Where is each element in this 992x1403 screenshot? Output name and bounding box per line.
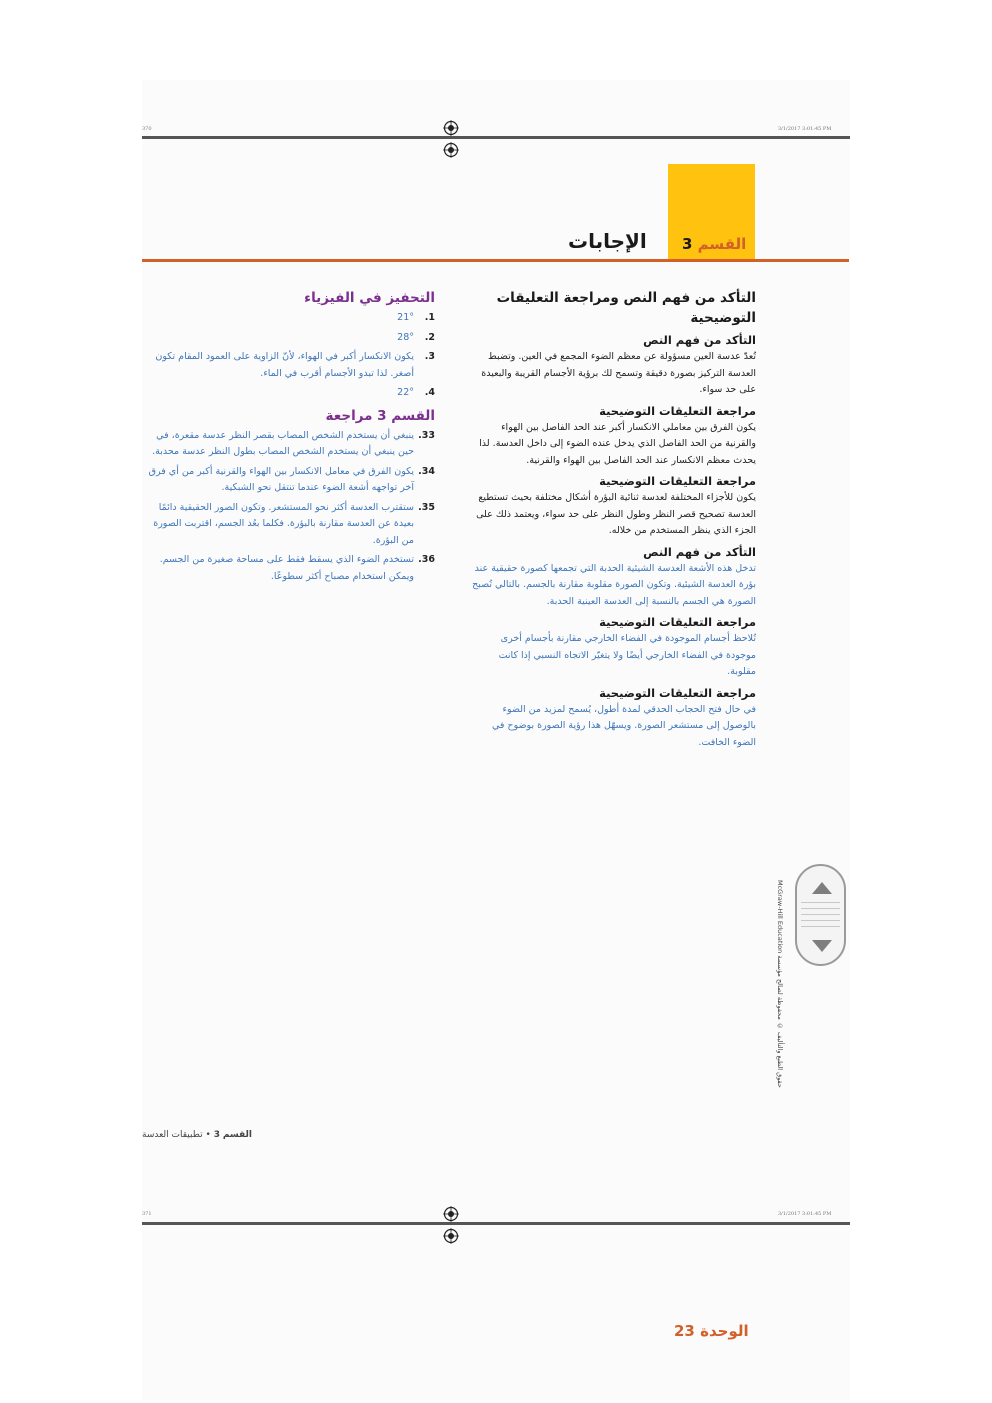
review-heading: القسم 3 مراجعة [325, 407, 435, 424]
item-text: 28° [397, 331, 414, 343]
block-heading: التأكد من فهم النص [643, 544, 756, 559]
top-page-num: 370 [142, 126, 152, 132]
footer-section-label: القسم [222, 1130, 252, 1140]
registration-mark-icon [443, 1206, 459, 1222]
block-heading: مراجعة التعليقات التوضيحية [599, 685, 756, 700]
page-down-icon[interactable] [812, 940, 832, 952]
section-badge-label: القسم [697, 235, 747, 253]
answer-block [470, 473, 756, 540]
answer-block [470, 614, 756, 681]
running-footer [142, 1130, 252, 1140]
right-main-heading: التأكد من فهم النص ومراجعة التعليقات التوضيحية [496, 290, 756, 326]
block-heading: مراجعة التعليقات التوضيحية [599, 474, 756, 488]
unit-number: 23 [674, 1322, 695, 1340]
section-badge-number: 3 [682, 235, 693, 253]
registration-mark-icon [443, 1228, 459, 1244]
block-text: تُلاحظ أجسام الموجودة في الفضاء الخارجي مقارنة بأجسام أخرى موجودة في الفضاء الخارجي أيضًا ولا يتغيّر الاتجاه النسبي إذا كانت مقلوبة. [498, 633, 756, 677]
item-text: يكون الانكسار أكبر في الهواء، لأنّ الزاوية على العمود المقام تكون أصغر. لذا تبدو الأجسام أقرب في الماء. [155, 351, 414, 379]
item-text: 22° [397, 387, 414, 398]
item-number: 3. [424, 351, 435, 362]
block-text: تدخل هذه الأشعة العدسة الشيئية الحدبة التي تجمعها كصورة حقيقية عند بؤرة العدسة الشيئية. وتكون الصورة مقلوبة مقارنة بالجسم. بالتالي تُصبح الصورة هي الجسم بالنسبة إلى العدسة العينية الحدبة. [472, 562, 756, 607]
bottom-page-num: 371 [142, 1211, 152, 1217]
answer-block [470, 685, 756, 752]
block-text: في حال فتح الحجاب الحدقي لمدة أطول، يُسمح لمزيد من الضوء بالوصول إلى مستشعر الصورة. ويسهّل هذا رؤية الصورة بوضوح في الضوء الخافت. [491, 703, 756, 748]
unit-label [674, 1322, 749, 1340]
right-column [470, 288, 756, 751]
section-badge [682, 235, 746, 253]
top-timestamp: 3/1/2017 3:01:45 PM [778, 126, 832, 132]
list-item [148, 310, 435, 327]
footer-separator: • [205, 1130, 211, 1140]
block-text: يكون الفرق بين معاملي الانكسار أكبر عند الحد الفاصل بين الهواء والقرنية من الحد الفاصل الذي يدخل عنده الضوء إلى داخل العدسة. لذا يحدث معظم الانكسار عند الحد الفاصل بين الهواء والقرنية. [479, 421, 756, 466]
item-number: 2. [424, 331, 435, 343]
block-heading: التأكد من فهم النص [643, 333, 756, 347]
page-title: الإجابات [568, 229, 647, 253]
answer-block [470, 332, 756, 399]
review-list [148, 428, 435, 586]
answer-block [470, 544, 756, 611]
block-heading: مراجعة التعليقات التوضيحية [599, 615, 756, 629]
list-item [148, 349, 435, 382]
bottom-rule [142, 1222, 850, 1225]
answer-block [470, 403, 756, 470]
copyright-text: McGraw-Hill Education حقوق الطبع والتأليف © محفوظة لصالح مؤسسة [776, 880, 784, 1088]
page-up-icon[interactable] [812, 882, 832, 894]
item-number: 1. [424, 312, 435, 323]
item-text: يكون الفرق في معامل الانكسار بين الهواء والقرنية أكبر من أي فرق آخر تواجهه أشعة الضوء عندما تنتقل نحو الشبكية. [148, 465, 414, 493]
registration-mark-icon [443, 142, 459, 158]
list-item [148, 552, 435, 585]
item-number: 33. [418, 429, 435, 441]
physics-list [148, 310, 435, 402]
bottom-timestamp: 3/1/2017 3:01:45 PM [778, 1211, 832, 1217]
registration-mark-icon [443, 120, 459, 136]
item-number: 4. [424, 387, 435, 398]
unit-label-text: الوحدة [700, 1322, 749, 1340]
top-rule [142, 136, 850, 139]
page-nav-control [795, 864, 846, 966]
left-column [148, 288, 435, 588]
header-rule [142, 259, 849, 262]
block-text: تُعدّ عدسة العين مسؤولة عن معظم الضوء المجمع في العين. وتضبط العدسة التركيز بصورة دقيقة وتسمح لك برؤية الأجسام القريبة والبعيدة على حد سواء. [481, 351, 756, 395]
physics-heading: التحفيز في الفيزياء [304, 290, 435, 306]
item-number: 34. [418, 465, 435, 477]
block-heading: مراجعة التعليقات التوضيحية [599, 403, 756, 418]
item-text: تستخدم الضوء الذي يسقط فقط على مساحة صغيرة من الجسم. ويمكن استخدام مصباح أكثر سطوعًا. [159, 554, 414, 582]
list-item [148, 464, 435, 497]
footer-section-number: 3 [213, 1130, 220, 1140]
list-item [148, 385, 435, 402]
list-item [148, 330, 435, 347]
block-text: يكون للأجزاء المختلفة لعدسة ثنائية البؤرة أشكال مختلفة بحيث تستطيع العدسة تصحيح قصر النظر وطول النظر على حد سواء، ويعتمد ذلك على الجزء الذي ينظر المستخدم من خلاله. [476, 492, 756, 536]
list-item [148, 500, 435, 550]
item-number: 35. [418, 501, 435, 513]
list-item [148, 428, 435, 461]
item-text: ستقترب العدسة أكثر نحو المستشعر. وتكون الصور الحقيقية دائمًا بعيدة عن العدسة مقارنة بالبؤرة. فكلما بعُد الجسم، اقتربت الصورة من البؤرة. [153, 501, 414, 546]
footer-chapter-title: تطبيقات العدسة [142, 1130, 203, 1140]
item-number: 36. [418, 554, 435, 565]
item-text: ينبغي أن يستخدم الشخص المصاب بقصر النظر عدسة مقعرة، في حين ينبغي أن يستخدم الشخص المصاب بطول النظر عدسة محدبة. [152, 429, 414, 457]
item-text: 21° [397, 312, 414, 323]
